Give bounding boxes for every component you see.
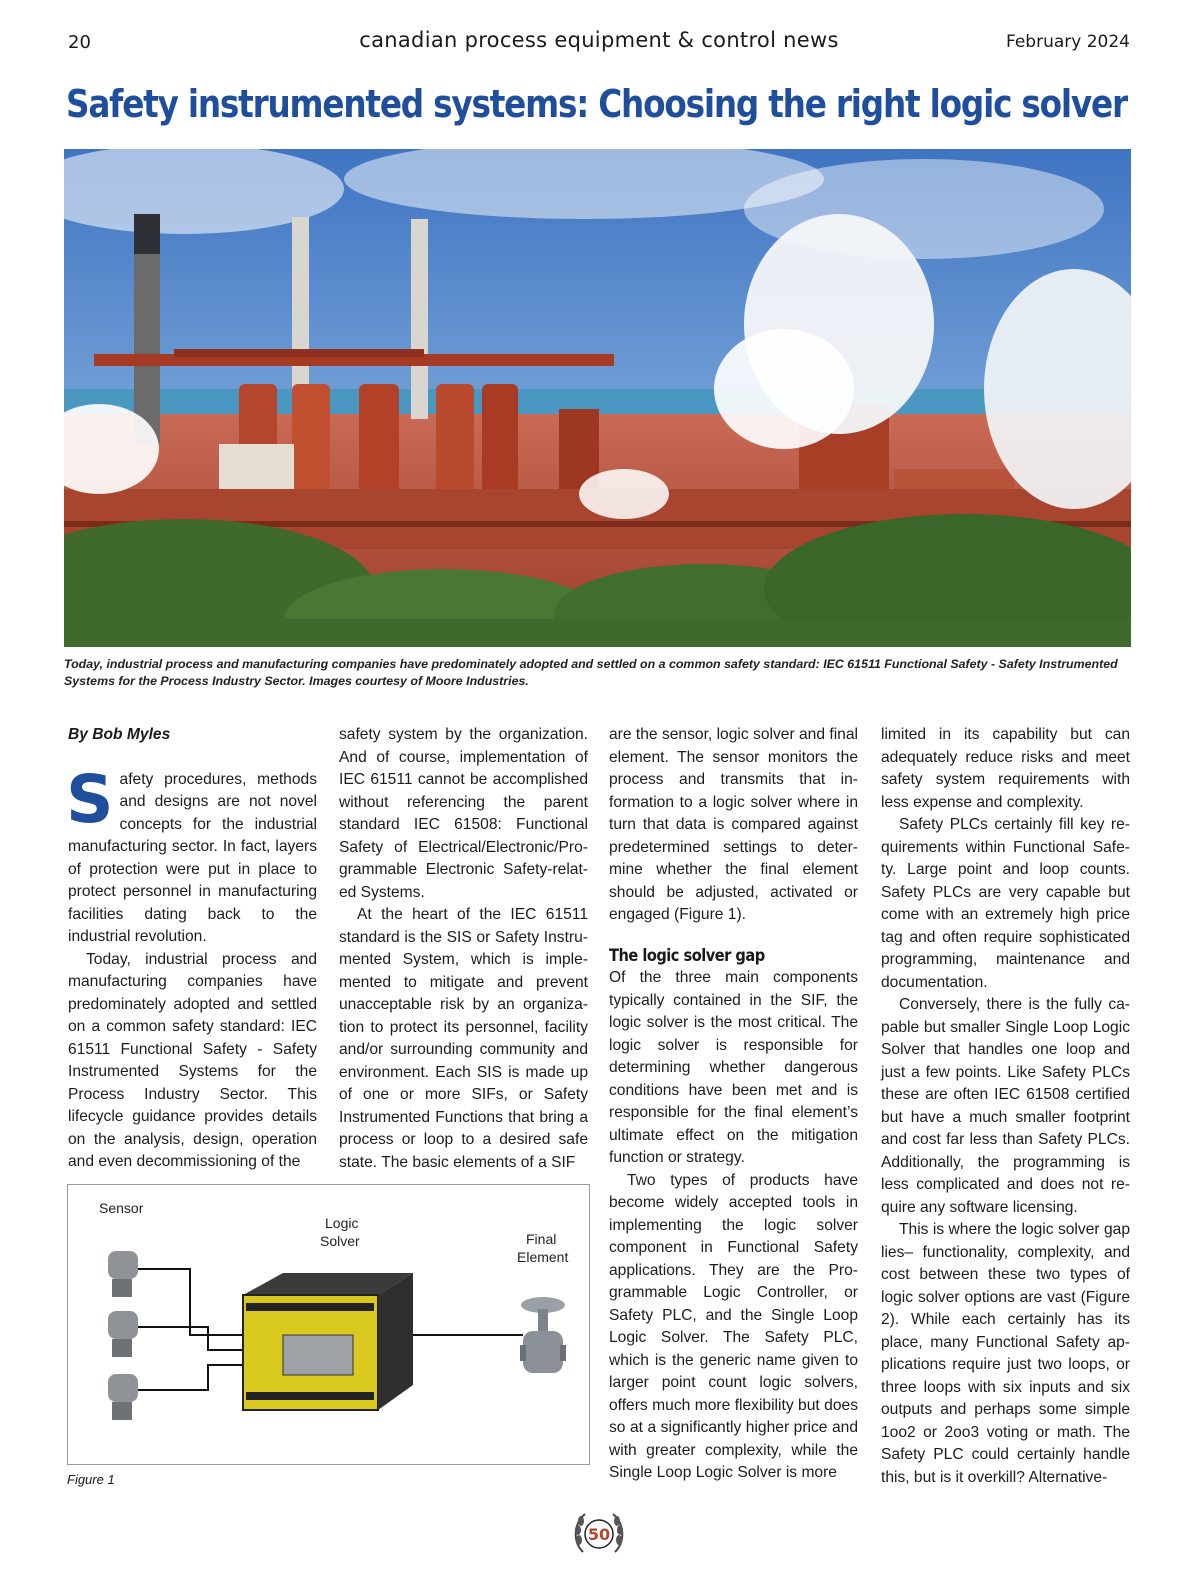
body-paragraph: This is where the logic solver gap lies– functionality, complexity, and cost between these two types of logic solver options are vast (Figure 2). While each certainly has its place, many Functional Safety applications require just two loops, or three loops with six inputs and six outputs and perhaps some simple 1oo2 or 2oo3 voting or math. The Safety PLC could certainly handle this, but is it overkill? Alternative- [881, 1221, 1130, 1486]
sensor-transmitter-icon [108, 1311, 138, 1357]
text-column-3 [609, 724, 858, 1485]
sensor-transmitter-icon [108, 1374, 138, 1420]
figure-1-diagram [67, 1184, 590, 1465]
article-headline: Safety instrumented systems: Choosing the right logic solver [66, 82, 1127, 126]
text-column-1 [68, 724, 317, 1174]
hero-photo-refinery [64, 149, 1131, 647]
anniversary-number: 50 [587, 1525, 611, 1544]
body-paragraph: are the sensor, logic solver and final element. The sensor monitors the process and transmits that information to a logic solver where in turn that data is compared against predetermined settings to determine whether the final element should be adjusted, activated or engaged (Figure 1). [609, 726, 858, 923]
photo-caption: Today, industrial process and manufacturing companies have predominately adopted and settled on a common safety standard: IEC 61511 Functional Safety - Safety Instrumented Systems for the Process Industry Sector. Images courtesy of Moore Industries. [64, 657, 1118, 688]
publication-name: canadian process equipment & control news [359, 28, 839, 52]
sensor-transmitter-icon [108, 1251, 138, 1297]
body-paragraph: Of the three main components typically contained in the SIF, the logic solver is the most critical. The logic solver is responsible for determining whether dangerous conditions have been met and is responsible for the final element’s ultimate effect on the mitigation function or strategy. [609, 969, 858, 1166]
anniversary-50-badge [571, 1508, 627, 1560]
body-paragraph: Two types of products have become widely accepted tools in implementing the logic solver component in Functional Safety applications. They are the Programmable Logic Controller, or Safety PLC, and the Single Loop Logic Solver. The Safety PLC, which is the generic name given to larger point count logic solvers, offers much more flexibility but does so at a significantly higher price and with greater complexity, while the Single Loop Logic Solver is more [609, 1171, 858, 1481]
body-paragraph: Safety PLCs certainly fill key requirements within Functional Safety. Large point and loop counts. Safety PLCs are very capable but come with an extremely high price tag and often require sophisticated programming, maintenance and documentation. [881, 816, 1130, 991]
logic-solver-label-line1: Logic [325, 1215, 359, 1231]
final-element-label-line2: Element [517, 1249, 569, 1265]
final-element-label-line1: Final [526, 1231, 557, 1247]
section-subhead: The logic solver gap [609, 945, 765, 966]
figure-caption: Figure 1 [67, 1472, 115, 1487]
body-paragraph [66, 760, 317, 949]
body-text: afety procedures, methods and designs are not novel concepts for the industrial manufacturing sector. In fact, layers of protection were put in place to protect personnel in manufacturing facilities dating back to the industrial revolution. [68, 770, 317, 945]
logic-solver-label-line2: Solver [320, 1233, 360, 1249]
body-paragraph: limited in its capability but can adequately reduce risks and meet safety system requirements with less expense and complexity. [881, 726, 1130, 811]
logic-solver-device-icon [243, 1273, 413, 1410]
body-paragraph: At the heart of the IEC 61511 standard is the SIS or Safety Instrumented System, which is implemented to mitigate and prevent unacceptable risk by an organization to protect its personnel, facility and/or surrounding community and environment. Each SIS is made up of one or more SIFs, or Safety Instrumented Functions that bring a process or loop to a desired safe state. The basic elements of a SIF [339, 906, 588, 1171]
body-paragraph: Today, industrial process and manufacturing companies have predominately adopted and settled on a common safety standard: IEC 61511 Functional Safety - Safety Instrumented Systems for the Process Industry Sector. This lifecycle guidance provides details on the analysis, design, operation and even decommissioning of the [68, 950, 317, 1170]
sensor-label: Sensor [99, 1200, 144, 1216]
final-element-valve-icon [520, 1297, 566, 1373]
running-head [68, 28, 1130, 56]
text-column-4 [881, 724, 1130, 1489]
page-number: 20 [68, 32, 91, 53]
drop-cap: S [66, 760, 114, 838]
text-column-2 [339, 724, 588, 1174]
body-paragraph: safety system by the organization. And of course, implementation of IEC 61511 cannot be accomplished without referencing the parent standard IEC 61508: Functional Safety of Electrical/Electronic/Programmable Electronic Safety-related Systems. [339, 726, 588, 901]
byline: By Bob Myles [68, 726, 171, 743]
body-paragraph: Conversely, there is the fully capable but smaller Single Loop Logic Solver that handles one loop and just a few points. Like Safety PLCs these are often IEC 61508 certified but have a much smaller footprint and cost far less than Safety PLCs. Additionally, the programming is less complicated and does not require any software licensing. [881, 996, 1130, 1216]
issue-date: February 2024 [1006, 32, 1130, 52]
